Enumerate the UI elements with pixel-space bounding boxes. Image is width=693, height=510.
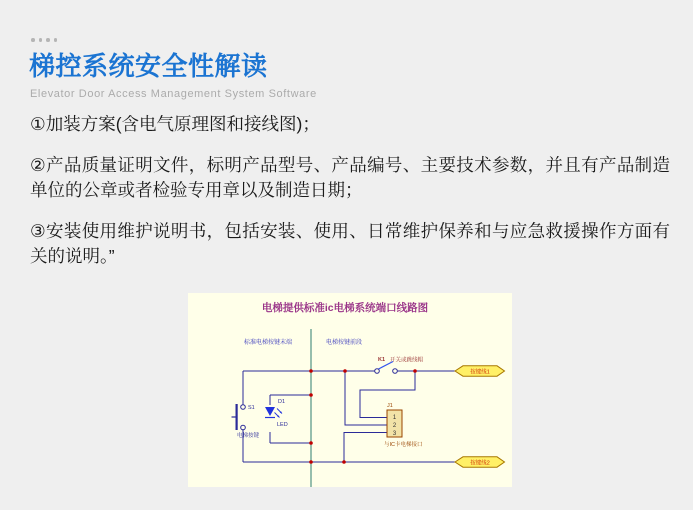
- d1-ref-label: D1: [278, 399, 286, 405]
- wires: [243, 371, 455, 462]
- circuit-diagram-svg: [188, 293, 512, 487]
- paragraph-3: ③安装使用维护说明书，包括安装、使用、日常维护保养和与应急救援操作方面有关的说明。”: [30, 221, 670, 266]
- decor-dots: [31, 38, 57, 42]
- j1-pin3-wire: [344, 433, 387, 463]
- region-label-right: 电梯按键前段: [325, 340, 363, 346]
- connector-j1: [384, 403, 423, 448]
- junction-dot: [342, 460, 346, 464]
- j1-pin2-wire: [345, 371, 387, 425]
- led-d1: [265, 399, 288, 428]
- button-plate: [236, 404, 238, 430]
- junction-dot: [309, 441, 313, 445]
- slide-subtitle: Elevator Door Access Management System Software: [30, 88, 317, 100]
- button-terminal: [241, 405, 246, 410]
- junction-dot: [343, 369, 347, 373]
- pushbutton-s1: [232, 404, 260, 439]
- connector-pin-3: 3: [392, 431, 397, 437]
- k1-desc-label: 开关或跳线帽: [390, 357, 424, 364]
- diagram-title: 电梯提供标准ic电梯系统端口线路图: [261, 302, 429, 314]
- circuit-diagram-panel: [188, 293, 512, 487]
- j1-ref-label: J1: [387, 403, 393, 409]
- led-loop-wire: [270, 395, 311, 443]
- region-label-left: 标准电梯按键末端: [243, 340, 293, 346]
- switch-terminal: [375, 369, 380, 374]
- slide-title: 梯控系统安全性解读: [29, 51, 268, 81]
- paragraph-1: ①加装方案(含电气原理图和接线图)；: [30, 114, 320, 134]
- body-text-block: [30, 112, 670, 285]
- s1-ref-label: S1: [248, 405, 255, 411]
- paragraph-2: ②产品质量证明文件，标明产品型号、产品编号、主要技术参数，并且有产品制造单位的公章或者检验专用章以及制造日期；: [30, 155, 670, 200]
- callout-label-1: 按键线1: [470, 369, 490, 376]
- decor-dot: [39, 38, 43, 42]
- j1-desc-label: 与IC卡电梯接口: [384, 442, 423, 448]
- decor-dot: [31, 38, 35, 42]
- callout-label-2: 按键线2: [470, 460, 490, 467]
- junction-dot: [413, 369, 417, 373]
- d1-desc-label: LED: [277, 422, 288, 428]
- k1-ref-label: K1: [378, 357, 386, 363]
- led-triangle: [265, 407, 275, 416]
- decor-dot: [54, 38, 58, 42]
- switch-terminal: [393, 369, 398, 374]
- connector-pin-1: 1: [392, 415, 397, 421]
- junction-dot: [309, 393, 313, 397]
- connector-pin-2: 2: [392, 423, 397, 429]
- junction-dot: [309, 460, 313, 464]
- s1-desc-label: 电梯按键: [237, 433, 260, 439]
- junction-dot: [309, 369, 313, 373]
- callout-flags: [455, 366, 505, 467]
- decor-dot: [46, 38, 50, 42]
- button-terminal: [241, 425, 246, 430]
